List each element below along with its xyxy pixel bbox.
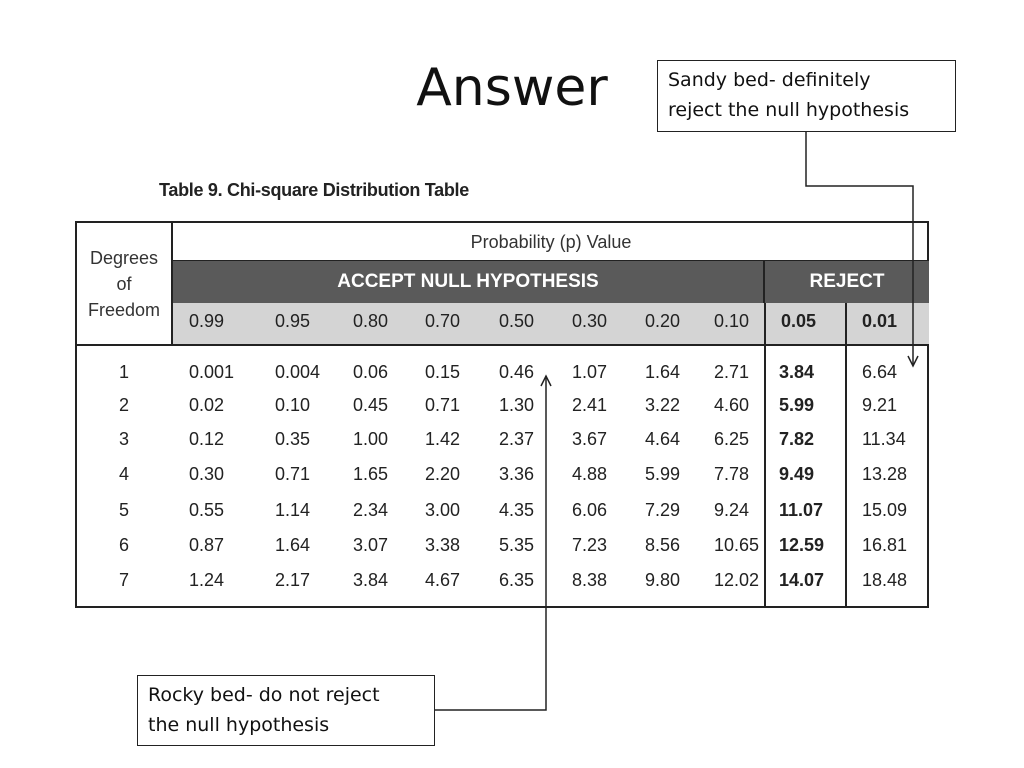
- p-value-header-0: 0.99: [189, 311, 225, 331]
- table-cell: 12.59: [779, 535, 825, 555]
- table-cell: 11.34: [862, 429, 906, 449]
- dof-header-line2: of: [116, 274, 132, 294]
- table-cell: 0.15: [425, 362, 461, 382]
- table-cell: 1.00: [353, 429, 389, 449]
- dof-header-line3: Freedom: [87, 300, 161, 320]
- table-cell: 0.87: [189, 535, 225, 555]
- table-cell: 2.34: [353, 500, 389, 520]
- table-cell: 1.24: [189, 570, 225, 590]
- table-cell: 2.37: [499, 429, 535, 449]
- dof-cell: 3: [119, 429, 130, 449]
- table-cell: 8.38: [572, 570, 608, 590]
- p-value-header-2: 0.80: [353, 311, 389, 331]
- p-value-header-6: 0.20: [645, 311, 681, 331]
- table-cell: 0.004: [275, 362, 321, 382]
- slide-title: Answer: [416, 58, 608, 118]
- sandy-bed-callout-line2: reject the null hypothesis: [668, 99, 910, 121]
- table-cell: 3.84: [353, 570, 389, 590]
- sandy-bed-arrow: [806, 132, 918, 366]
- p-value-header-7: 0.10: [714, 311, 750, 331]
- table-cell: 0.12: [189, 429, 225, 449]
- table-cell: 0.30: [189, 464, 225, 484]
- dof-cell: 4: [119, 464, 130, 484]
- dof-cell: 1: [119, 362, 130, 382]
- table-cell: 0.35: [275, 429, 311, 449]
- table-cell: 0.71: [275, 464, 311, 484]
- table-cell: 1.65: [353, 464, 389, 484]
- table-cell: 2.71: [714, 362, 750, 382]
- p-value-header-5: 0.30: [572, 311, 608, 331]
- table-cell: 0.02: [189, 395, 225, 415]
- table-cell: 0.45: [353, 395, 389, 415]
- table-cell: 4.67: [425, 570, 461, 590]
- table-cell: 3.07: [353, 535, 389, 555]
- p-value-header-1: 0.95: [275, 311, 311, 331]
- table-cell: 10.65: [714, 535, 760, 555]
- table-cell: 0.10: [275, 395, 311, 415]
- table-cell: 7.23: [572, 535, 608, 555]
- table-cell: 6.06: [572, 500, 608, 520]
- dof-cell: 6: [119, 535, 130, 555]
- table-cell: 7.82: [779, 429, 815, 449]
- table-cell: 9.24: [714, 500, 750, 520]
- rocky-bed-arrow: [435, 376, 551, 710]
- dof-header-line1: Degrees: [89, 248, 159, 268]
- probability-header: Probability (p) Value: [470, 231, 632, 252]
- table-cell: 1.64: [645, 362, 681, 382]
- table-cell: 4.60: [714, 395, 750, 415]
- reject-header: REJECT: [765, 261, 929, 303]
- table-cell: 6.64: [862, 362, 898, 382]
- table-cell: 1.07: [572, 362, 608, 382]
- table-cell: 4.64: [645, 429, 681, 449]
- dof-cell: 2: [119, 395, 130, 415]
- rocky-bed-callout-line2: the null hypothesis: [148, 714, 330, 736]
- table-cell: 3.00: [425, 500, 461, 520]
- table-cell: 16.81: [862, 535, 908, 555]
- table-cell: 0.55: [189, 500, 225, 520]
- table-cell: 9.49: [779, 464, 815, 484]
- table-cell: 18.48: [862, 570, 908, 590]
- table-cell: 1.64: [275, 535, 311, 555]
- table-cell: 6.35: [499, 570, 535, 590]
- table-cell: 6.25: [714, 429, 750, 449]
- p-value-header-4: 0.50: [499, 311, 535, 331]
- table-cell: 0.46: [499, 362, 535, 382]
- table-cell: 0.71: [425, 395, 461, 415]
- p-value-header-9: 0.01: [862, 311, 898, 331]
- p-value-header-3: 0.70: [425, 311, 461, 331]
- table-cell: 7.29: [645, 500, 681, 520]
- table-cell: 5.99: [645, 464, 681, 484]
- table-cell: 1.14: [275, 500, 311, 520]
- table-cell: 0.06: [353, 362, 389, 382]
- table-cell: 11.07: [779, 500, 824, 520]
- table-cell: 3.84: [779, 362, 815, 382]
- rocky-bed-callout-line1: Rocky bed- do not reject: [148, 684, 380, 706]
- table-cell: 4.35: [499, 500, 535, 520]
- table-cell: 0.001: [189, 362, 235, 382]
- table-cell: 5.35: [499, 535, 535, 555]
- table-cell: 1.30: [499, 395, 535, 415]
- dof-cell: 7: [119, 570, 130, 590]
- table-cell: 3.38: [425, 535, 461, 555]
- table-cell: 9.21: [862, 395, 898, 415]
- table-cell: 15.09: [862, 500, 908, 520]
- p-value-header-8: 0.05: [781, 311, 817, 331]
- table-caption: Table 9. Chi-square Distribution Table: [159, 180, 469, 200]
- table-cell: 4.88: [572, 464, 608, 484]
- table-cell: 2.20: [425, 464, 461, 484]
- table-cell: 2.41: [572, 395, 608, 415]
- accept-null-hypothesis-header: ACCEPT NULL HYPOTHESIS: [173, 261, 765, 303]
- table-cell: 3.36: [499, 464, 535, 484]
- table-cell: 14.07: [779, 570, 825, 590]
- table-cell: 5.99: [779, 395, 815, 415]
- dof-cell: 5: [119, 500, 130, 520]
- sandy-bed-callout-line1: Sandy bed- definitely: [668, 69, 871, 91]
- table-cell: 7.78: [714, 464, 750, 484]
- table-cell: 1.42: [425, 429, 461, 449]
- table-cell: 12.02: [714, 570, 760, 590]
- table-cell: 3.22: [645, 395, 681, 415]
- table-cell: 13.28: [862, 464, 908, 484]
- table-cell: 3.67: [572, 429, 608, 449]
- table-cell: 2.17: [275, 570, 311, 590]
- table-cell: 8.56: [645, 535, 681, 555]
- table-cell: 9.80: [645, 570, 681, 590]
